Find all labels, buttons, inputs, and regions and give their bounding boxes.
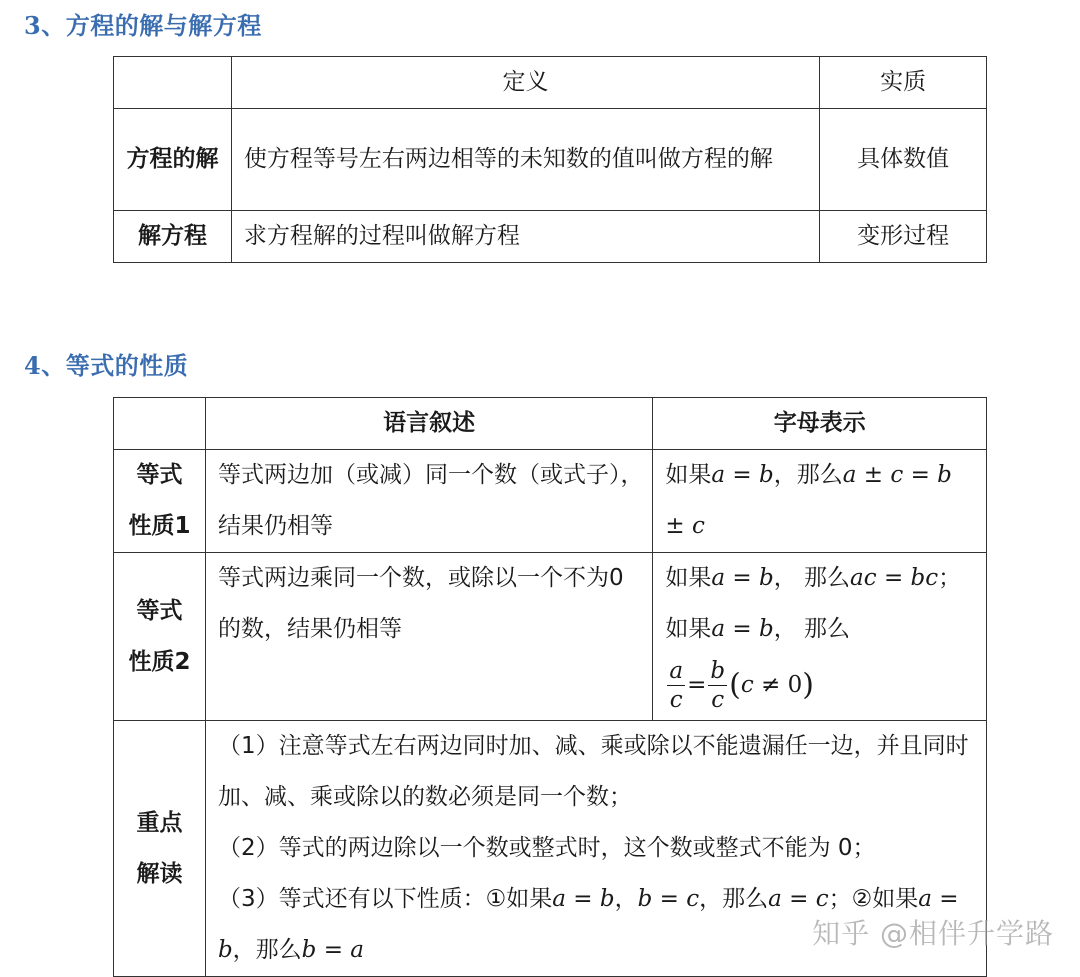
formula-ac-eq-bc: ac = bc — [850, 565, 939, 591]
formula-a-eq-b: a = b — [711, 565, 774, 591]
row-term: 方程的解 — [114, 109, 232, 211]
prop2-then: ， 那么 — [773, 565, 851, 591]
formula-a-eq-b: a = b — [711, 616, 774, 642]
prop1-then: ，那么 — [773, 462, 843, 488]
row-essence: 变形过程 — [820, 211, 987, 263]
keypoint-1: （1）注意等式左右两边同时加、减、乘或除以不能遗漏任一边，并且同时加、减、乘或除以的数必须是同一个数； — [217, 733, 969, 810]
row-term: 解方程 — [114, 211, 232, 263]
prop1-symbolic — [653, 450, 987, 553]
keypoint-2: （2）等式的两边除以一个数或整式时，这个数或整式不能为 0； — [217, 835, 876, 861]
row-definition: 使方程等号左右两边相等的未知数的值叫做方程的解 — [231, 109, 819, 211]
keypoint-3: （3）等式还有以下性质：①如果a = b，b = c，那么a = c；②如果a = b，那么b = a — [217, 886, 959, 963]
formula-b-eq-c: b = c — [637, 886, 700, 912]
prop1-verbal: 等式两边加（或减）同一个数（或式子），结果仍相等 — [205, 450, 652, 553]
table-row-prop2 — [114, 553, 987, 721]
prop2-if: 如果 — [665, 565, 712, 591]
prop1-label: 等式性质1 — [114, 450, 206, 553]
table-header-row — [114, 57, 987, 109]
equality-properties-table — [113, 397, 987, 977]
prop1-if: 如果 — [665, 462, 712, 488]
col-header-symbolic: 字母表示 — [653, 398, 987, 450]
formula-a-eq-b: a = b — [552, 886, 615, 912]
zhihu-watermark: 知乎 @相伴升学路 — [812, 917, 1054, 950]
table-row-prop1 — [114, 450, 987, 553]
prop2-then-2: ， 那么 — [773, 616, 851, 642]
section3-heading: 3、方程的解与解方程 — [24, 11, 262, 40]
formula-a-over-c: $\frac{a}{c}$ = $\frac{b}{c}$ (c ≠ 0) — [669, 658, 814, 713]
equation-solution-table — [113, 56, 987, 263]
col-header-verbal: 语言叙述 — [205, 398, 652, 450]
table-row — [114, 109, 987, 211]
row-essence: 具体数值 — [820, 109, 987, 211]
prop2-sep: ； — [938, 565, 962, 591]
col-header-definition: 定义 — [231, 57, 819, 109]
formula-a-eq-b: a = b — [711, 462, 774, 488]
keypoints-label: 重点解读 — [114, 721, 206, 977]
prop2-if-2: 如果 — [665, 616, 712, 642]
corner-cell — [114, 398, 206, 450]
row-definition: 求方程解的过程叫做解方程 — [231, 211, 819, 263]
prop2-symbolic — [653, 553, 987, 721]
table-row — [114, 211, 987, 263]
prop2-verbal: 等式两边乘同一个数，或除以一个不为0的数，结果仍相等 — [205, 553, 652, 721]
col-header-essence: 实质 — [820, 57, 987, 109]
formula-a-eq-c: a = c — [768, 886, 829, 912]
prop2-label: 等式性质2 — [114, 553, 206, 721]
formula-a-eq-b: a = b — [217, 886, 959, 963]
formula-b-eq-a: b = a — [301, 937, 365, 963]
table-header-row — [114, 398, 987, 450]
section4-heading: 4、等式的性质 — [24, 351, 189, 380]
corner-cell — [114, 57, 232, 109]
formula-a-pm-c: a ± c = b ± c — [665, 462, 952, 539]
